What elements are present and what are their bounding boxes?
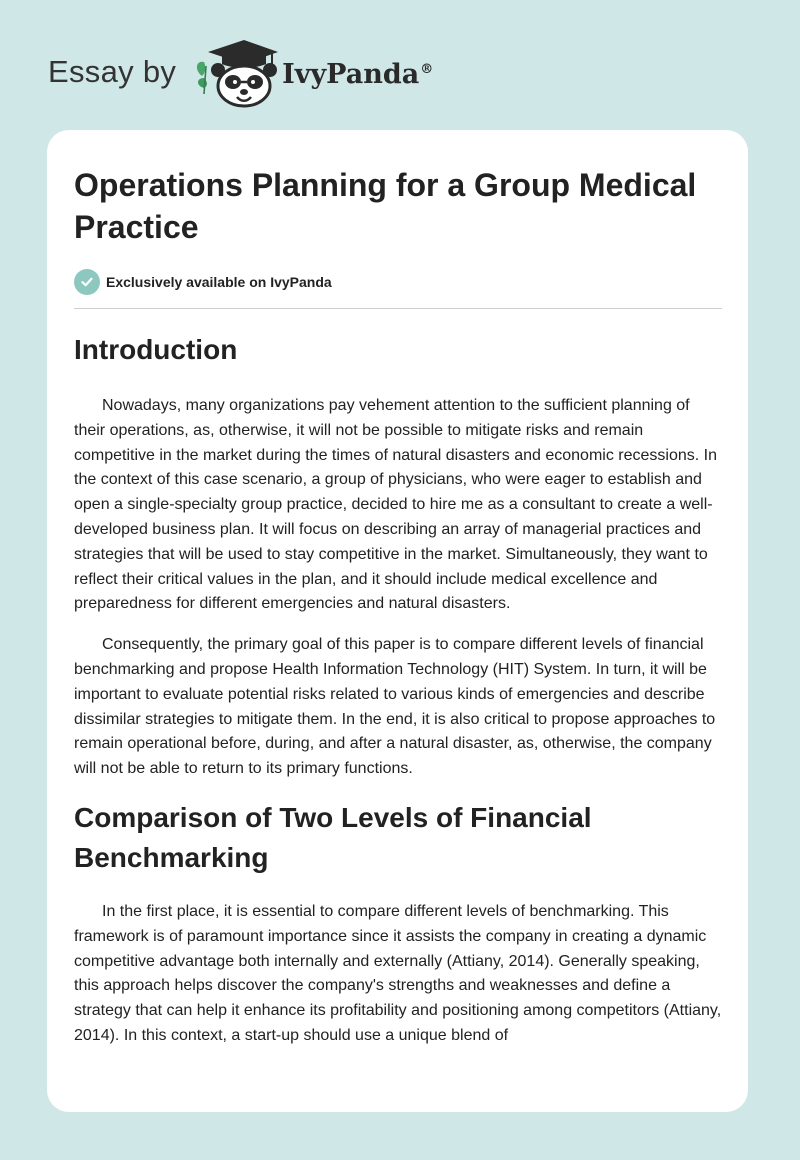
section-heading-benchmarking: Comparison of Two Levels of Financial Benchmarking xyxy=(74,801,592,873)
panda-mascot-icon xyxy=(192,36,280,108)
paragraph: In the first place, it is essential to compare different levels of benchmarking. This framework is of paramount importance since it assists the company in creating a dynamic competitive advantage both internally and externally (Attiany, 2014). Generally speaking, this approach helps discover the company's strengths and weaknesses and define a strategy that can help it enhance its profitability and positioning among competitors (Attiany, 2014). In this context, a start-up should use a unique blend of xyxy=(74,902,722,1044)
brand-prefix: Essay by xyxy=(48,54,177,89)
badge-label: Exclusively available on IvyPanda xyxy=(106,274,332,290)
page-title: Operations Planning for a Group Medical Practice xyxy=(74,167,697,245)
essay-card xyxy=(47,130,748,1112)
paragraph: Nowadays, many organizations pay vehement attention to the sufficient planning of their operations, as, otherwise, it will not be possible to mitigate risks and remain competitive in the market during the times of natural disasters and economic recessions. In the context of this case scenario, a group of physicians, who were eager to establish and open a single-specialty group practice, decided to hire me as a consultant to create a well-developed business plan. It will focus on describing an array of managerial practices and strategies that will be used to stay competitive in the market. Simultaneously, they want to reflect their critical values in the plan, and it should include medical excellence and preparedness for different emergencies and natural disasters. xyxy=(74,397,717,613)
section-heading-introduction: Introduction xyxy=(74,334,238,365)
brand-name: IvyPanda® xyxy=(282,58,434,90)
checkmark-icon xyxy=(74,269,100,295)
site-header-logo[interactable] xyxy=(48,36,433,108)
divider xyxy=(74,308,722,309)
exclusive-badge xyxy=(74,268,722,296)
paragraph: Consequently, the primary goal of this paper is to compare different levels of financial benchmarking and propose Health Information Technology (HIT) System. In turn, it will be important to evaluate potential risks related to various kinds of emergencies and describe dissimilar strategies to mitigate them. In the end, it is also critical to propose approaches to remain operational before, during, and after a natural disaster, as, otherwise, the company will not be able to return to its primary functions. xyxy=(74,636,716,778)
